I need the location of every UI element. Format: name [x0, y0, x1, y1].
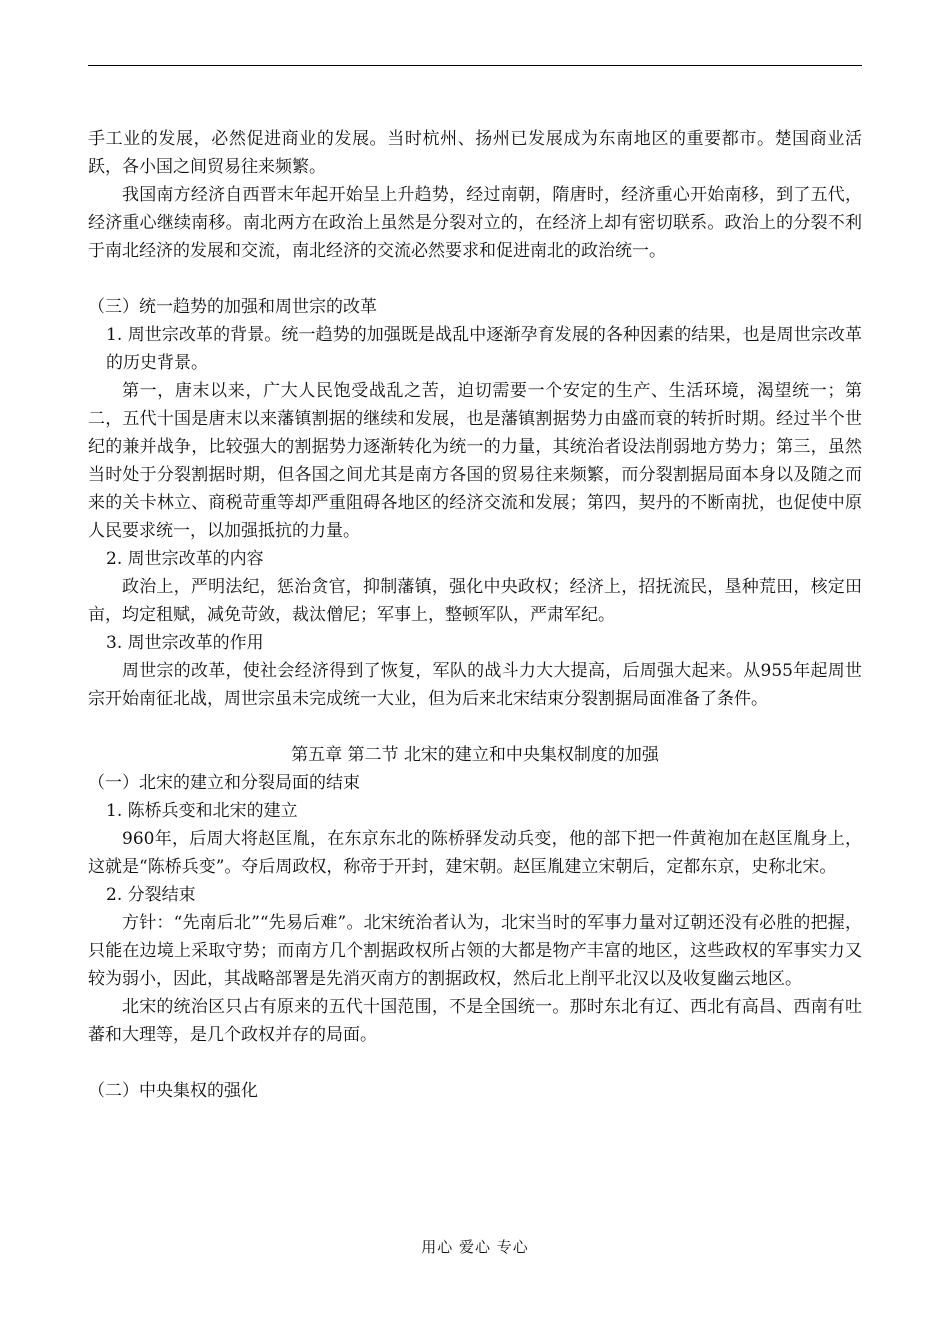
paragraph-territory: 北宋的统治区只占有原来的五代十国范围，不是全国统一。那时东北有辽、西北有高昌、西南有吐蕃和大理等，是几个政权并存的局面。 [88, 997, 862, 1045]
section-heading-northern-song: （一）北宋的建立和分裂局面的结束 [88, 773, 360, 793]
paragraph-reform-effect: 周世宗的改革，使社会经济得到了恢复，军队的战斗力大大提高，后周强大起来。从955年起周世宗开始南征北战，周世宗虽未完成统一大业，但为后来北宋结束分裂割据局面准备了条件。 [88, 661, 862, 709]
paragraph-reform-content: 政治上，严明法纪，惩治贪官，抑制藩镇，强化中央政权；经济上，招抚流民，垦种荒田，核定田亩，均定租赋，减免苛敛，裁汰僧尼；军事上，整顿军队，严肃军纪。 [88, 577, 862, 625]
subheading-reform-background: 1. 周世宗改革的背景。统一趋势的加强既是战乱中逐渐孕育发展的各种因素的结果，也是周世宗改革的历史背景。 [106, 325, 862, 373]
subheading-chenqiao: 1. 陈桥兵变和北宋的建立 [106, 801, 298, 821]
document-body [88, 125, 862, 1105]
section-heading-centralization: （二）中央集权的强化 [88, 1081, 258, 1101]
subheading-division-end: 2. 分裂结束 [106, 885, 196, 905]
paragraph-south-economy: 我国南方经济自西晋末年起开始呈上升趋势，经过南朝，隋唐时，经济重心开始南移，到了五代，经济重心继续南移。南北两方在政治上虽然是分裂对立的，在经济上却有密切联系。政治上的分裂不利于南北经济的发展和交流，南北经济的交流必然要求和促进南北的政治统一。 [88, 185, 862, 261]
section-heading-unification: （三）统一趋势的加强和周世宗的改革 [88, 297, 377, 317]
chapter-title: 第五章 第二节 北宋的建立和中央集权制度的加强 [291, 745, 659, 765]
paragraph-reform-reasons: 第一，唐末以来，广大人民饱受战乱之苦，迫切需要一个安定的生产、生活环境，渴望统一；第二，五代十国是唐末以来藩镇割据的继续和发展，也是藩镇割据势力由盛而衰的转折时期。经过半个世纪的兼并战争，比较强大的割据势力逐渐转化为统一的力量，其统治者设法削弱地方势力；第三，虽然当时处于分裂割据时期，但各国之间尤其是南方各国的贸易往来频繁，而分裂割据局面本身以及随之而来的关卡林立、商税苛重等却严重阻碍各地区的经济交流和发展；第四，契丹的不断南扰，也促使中原人民要求统一，以加强抵抗的力量。 [88, 381, 862, 541]
paragraph-chenqiao: 960年，后周大将赵匡胤，在东京东北的陈桥驿发动兵变，他的部下把一件黄袍加在赵匡胤身上，这就是“陈桥兵变”。夺后周政权，称帝于开封，建宋朝。赵匡胤建立宋朝后，定都东京，史称北宋。 [88, 829, 862, 877]
paragraph-commerce: 手工业的发展，必然促进商业的发展。当时杭州、扬州已发展成为东南地区的重要都市。楚国商业活跃，各小国之间贸易往来频繁。 [88, 129, 862, 177]
header-rule [88, 65, 862, 66]
paragraph-strategy: 方针：“先南后北”“先易后难”。北宋统治者认为，北宋当时的军事力量对辽朝还没有必胜的把握，只能在边境上采取守势；而南方几个割据政权所占领的大都是物产丰富的地区，这些政权的军事实力又较为弱小，因此，其战略部署是先消灭南方的割据政权，然后北上削平北汉以及收复幽云地区。 [88, 913, 862, 989]
subheading-reform-content: 2. 周世宗改革的内容 [106, 549, 264, 569]
page-footer: 用心 爱心 专心 [421, 1238, 529, 1256]
subheading-reform-effect: 3. 周世宗改革的作用 [106, 633, 264, 653]
